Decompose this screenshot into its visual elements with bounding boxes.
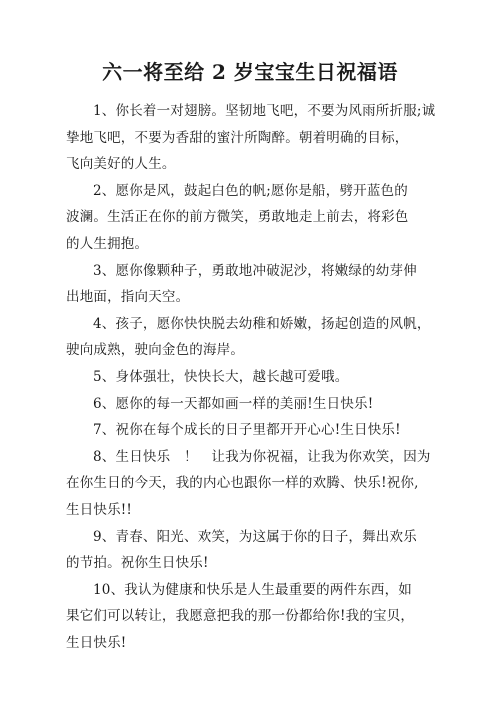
- paragraph-line: 果它们可以转让，我愿意把我的那一份都给你!我的宝贝，: [66, 608, 415, 625]
- paragraph-4: [66, 311, 438, 364]
- paragraph-6: [66, 391, 438, 418]
- paragraph-line: 6、愿你的每一天都如画一样的美丽!生日快乐!: [93, 395, 374, 412]
- paragraph-7: [66, 417, 438, 444]
- paragraph-line: 挚地飞吧，不要为香甜的蜜汁所陶醉。朝着明确的目标，: [66, 129, 409, 146]
- paragraph-line: 2、愿你是风，鼓起白色的帆;愿你是船，劈开蓝色的: [93, 182, 408, 199]
- paragraph-line: 3、愿你像颗种子，勇敢地冲破泥沙，将嫩绿的幼芽伸: [93, 262, 417, 279]
- paragraph-2: [66, 178, 438, 258]
- paragraph-line: 的节拍。祝你生日快乐!: [66, 555, 209, 572]
- paragraph-line: 生日快乐!!: [66, 501, 133, 518]
- paragraph-10: [66, 577, 438, 657]
- paragraph-line: 9、青春、阳光、欢笑，为这属于你的日子，舞出欢乐: [93, 528, 417, 545]
- paragraph-line: 5、身体强壮，快快长大，越长越可爱哦。: [93, 368, 349, 385]
- paragraph-line: 10、我认为健康和快乐是人生最重要的两件东西，如: [93, 581, 412, 598]
- paragraph-3: [66, 258, 438, 311]
- paragraph-line: 4、孩子，愿你快快脱去幼稚和娇嫩，扬起创造的风帆，: [93, 315, 431, 332]
- paragraph-line: 飞向美好的人生。: [66, 156, 176, 173]
- paragraph-line: 驶向成熟，驶向金色的海岸。: [66, 342, 245, 359]
- paragraph-line: 出地面，指向天空。: [66, 289, 190, 306]
- paragraph-line: 的人生拥抱。: [66, 235, 149, 252]
- document-body: [66, 98, 438, 656]
- paragraph-9: [66, 524, 438, 577]
- paragraph-line: 生日快乐!: [66, 634, 127, 651]
- paragraph-1: [66, 98, 438, 178]
- paragraph-line: 在你生日的今天，我的内心也跟你一样的欢腾、快乐!祝你,: [66, 475, 419, 492]
- paragraph-line: 1、你长着一对翅膀。坚韧地飞吧，不要为风雨所折服;诚: [93, 103, 436, 119]
- paragraph-5: [66, 364, 438, 391]
- paragraph-line: 波澜。生活正在你的前方微笑，勇敢地走上前去，将彩色: [66, 209, 409, 226]
- paragraph-8: [66, 444, 438, 524]
- page-title: 六一将至给 2 岁宝宝生日祝福语: [102, 60, 398, 84]
- paragraph-line: 7、祝你在每个成长的日子里都开开心心!生日快乐!: [93, 422, 401, 439]
- paragraph-line: 8、生日快乐 ！ 让我为你祝福，让我为你欢笑，因为: [93, 448, 431, 465]
